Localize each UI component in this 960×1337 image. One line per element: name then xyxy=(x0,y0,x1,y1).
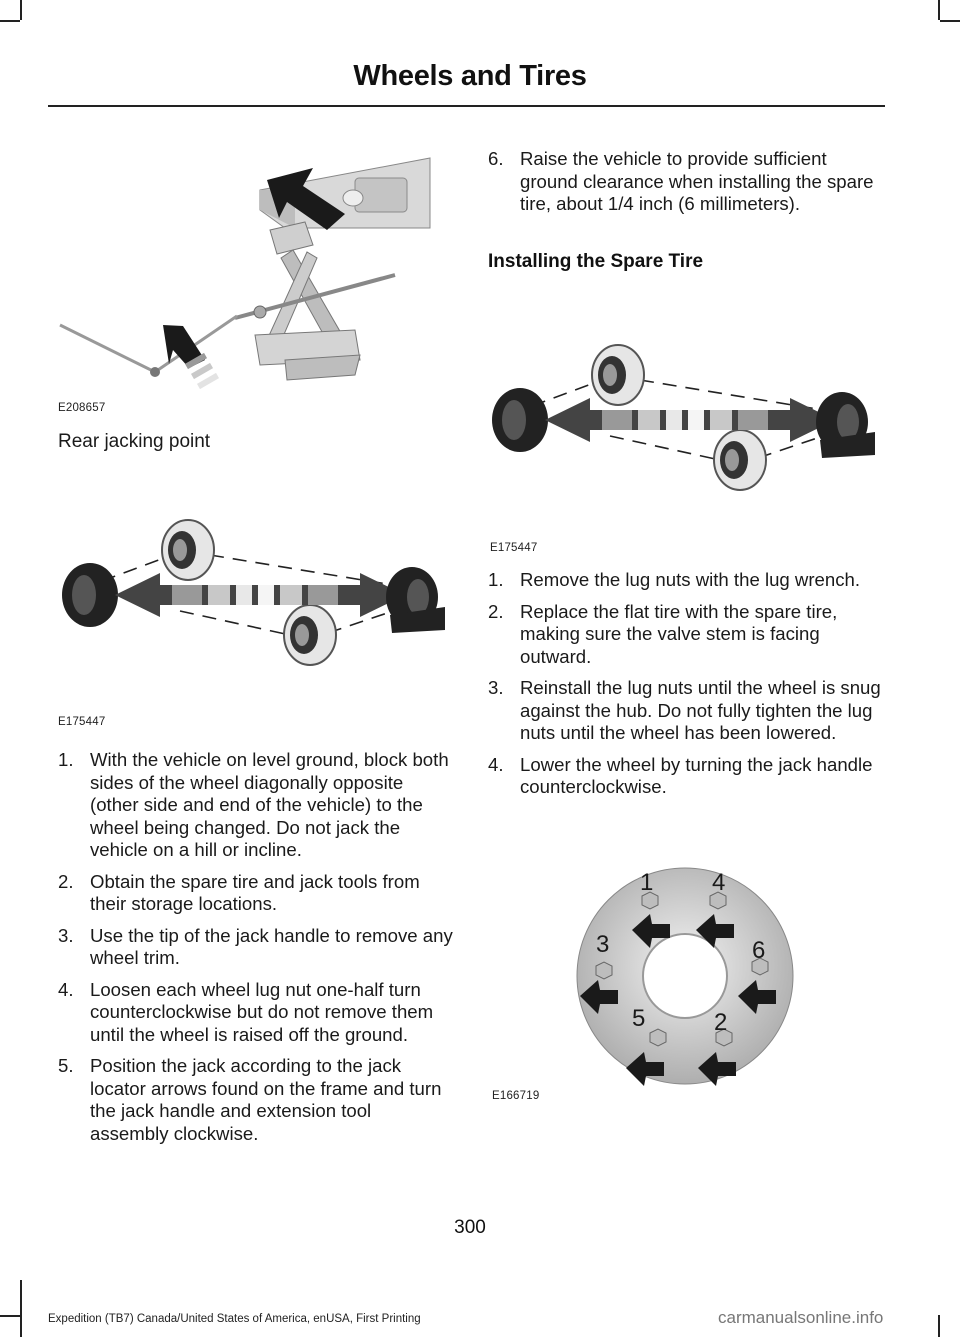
diagonal-wheel-illustration xyxy=(490,340,875,500)
footer-text: Expedition (TB7) Canada/United States of America, enUSA, First Printing xyxy=(48,1313,421,1325)
lug-number-3: 3 xyxy=(596,931,610,958)
right-top-step-list xyxy=(488,148,883,225)
header-rule xyxy=(48,105,885,107)
section-heading: Installing the Spare Tire xyxy=(488,251,704,272)
list-item: 3. Reinstall the lug nuts until the wheel is snug against the hub. Do not fully tighten the lug nuts until the wheel has been lowered. xyxy=(488,677,881,743)
list-item: 6. Raise the vehicle to provide sufficient ground clearance when installing the spare tire, about 1/4 inch (6 millimeters). xyxy=(488,148,874,214)
list-item: 2. Obtain the spare tire and jack tools from their storage locations. xyxy=(58,870,420,914)
list-item: 1. Remove the lug nuts with the lug wrench. xyxy=(488,569,861,590)
lug-number-5: 5 xyxy=(632,1005,646,1032)
page-number: 300 xyxy=(454,1217,486,1238)
crop-mark xyxy=(0,1315,20,1317)
figure-code: E208657 xyxy=(58,402,106,414)
list-item: 5. Position the jack according to the jack locator arrows found on the frame and turn the jack handle and extension tool assembly clockwise. xyxy=(58,1055,442,1144)
crop-mark xyxy=(20,1280,22,1337)
left-step-list xyxy=(58,749,453,1154)
crop-mark xyxy=(938,0,940,20)
crop-mark xyxy=(0,20,20,22)
jack-illustration xyxy=(55,150,435,400)
figure-code: E166719 xyxy=(492,1090,540,1102)
figure-code: E175447 xyxy=(490,542,538,554)
list-item: 4. Loosen each wheel lug nut one-half turn counterclockwise but do not remove them until the wheel is raised off the ground. xyxy=(58,978,434,1045)
lug-number-4: 4 xyxy=(712,869,726,896)
page-title: Wheels and Tires xyxy=(353,60,587,92)
lug-number-2: 2 xyxy=(714,1009,728,1036)
lug-number-1: 1 xyxy=(640,869,654,896)
lug-number-6: 6 xyxy=(752,937,766,964)
crop-mark xyxy=(938,1315,940,1337)
list-item: 3. Use the tip of the jack handle to remove any wheel trim. xyxy=(58,924,453,968)
right-step-list xyxy=(488,569,888,808)
watermark: carmanualsonline.info xyxy=(718,1308,884,1327)
crop-mark xyxy=(940,20,960,22)
crop-mark xyxy=(20,0,22,20)
figure-caption: Rear jacking point xyxy=(58,431,211,452)
list-item: 4. Lower the wheel by turning the jack handle counterclockwise. xyxy=(488,753,873,797)
figure-code: E175447 xyxy=(58,716,106,728)
list-item: 1. With the vehicle on level ground, block both sides of the wheel diagonally opposite (other side and end of the vehicle) to the wheel being changed. Do not jack the vehicle on a hill or incline. xyxy=(58,749,449,860)
diagonal-wheel-illustration xyxy=(60,515,445,675)
lug-nut-pattern-illustration xyxy=(570,858,800,1088)
list-item: 2. Replace the flat tire with the spare tire, making sure the valve stem is facing outward. xyxy=(488,600,838,667)
